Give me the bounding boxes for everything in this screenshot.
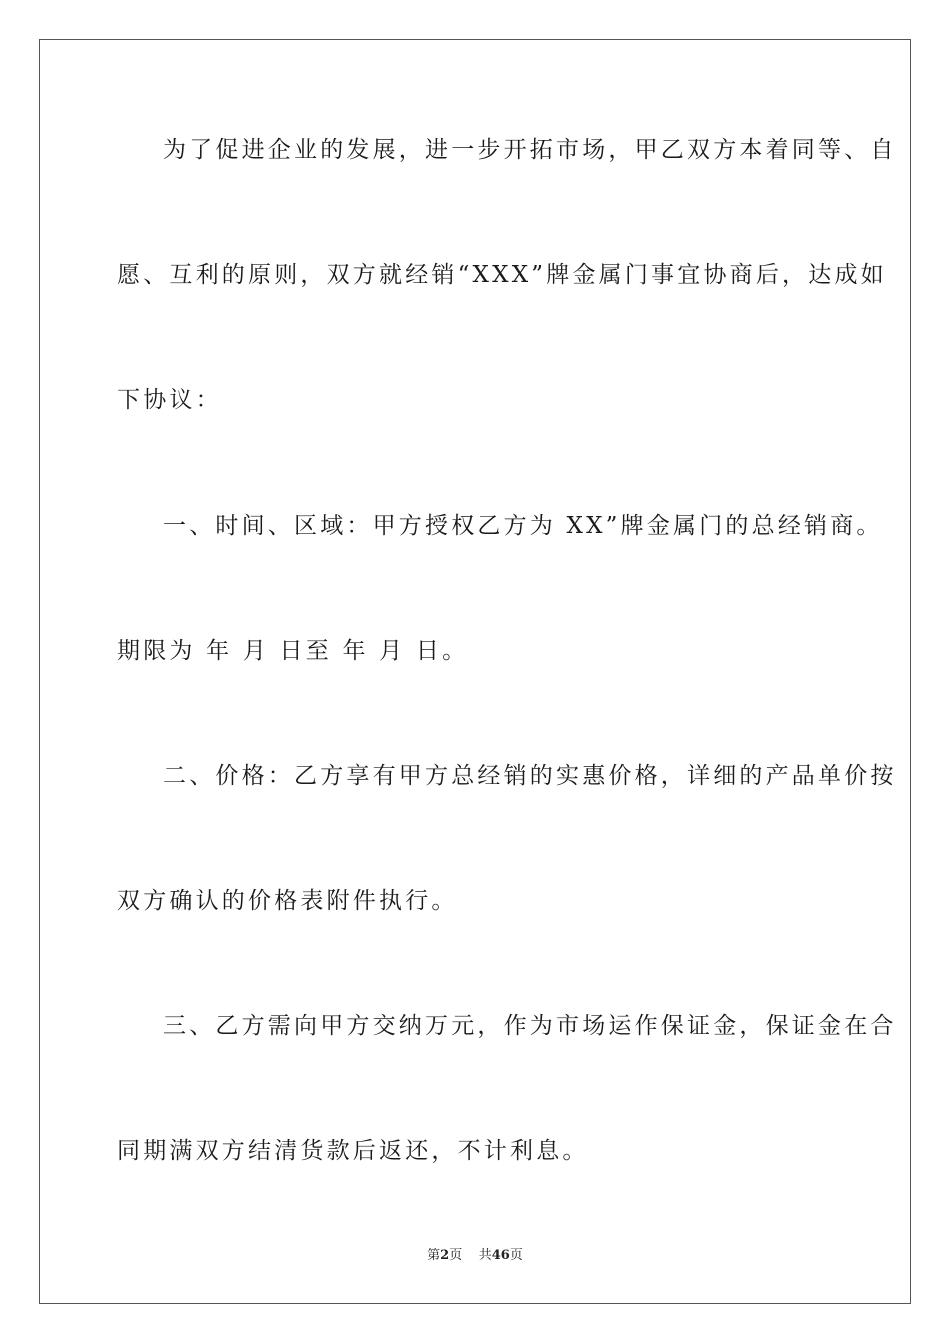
paragraph-1-line-3: 下协议： <box>117 387 222 413</box>
paragraph-1-line-2: 愿、互利的原则，双方就经销“XXX”牌金属门事宜协商后，达成如 <box>117 262 887 288</box>
page-number: 2 <box>440 1248 450 1263</box>
paragraph-3-line-2: 双方确认的价格表附件执行。 <box>117 888 458 914</box>
total-suffix: 页 <box>509 1248 523 1263</box>
page-border <box>39 39 911 1304</box>
paragraph-4-line-2: 同期满双方结清货款后返还，不计利息。 <box>117 1138 589 1164</box>
total-prefix: 共 <box>478 1248 492 1263</box>
paragraph-3-line-1: 二、价格：乙方享有甲方总经销的实惠价格，详细的产品单价按 <box>163 763 897 789</box>
paragraph-4-line-1: 三、乙方需向甲方交纳万元，作为市场运作保证金，保证金在合 <box>163 1013 897 1039</box>
page-footer <box>0 1247 950 1265</box>
paragraph-2-line-1: 一、时间、区域：甲方授权乙方为 XX”牌金属门的总经销商。 <box>163 513 883 539</box>
total-pages: 46 <box>491 1248 510 1263</box>
paragraph-2-line-2: 期限为 年 月 日至 年 月 日。 <box>117 638 469 664</box>
page-prefix: 第 <box>427 1248 441 1263</box>
paragraph-1-line-1: 为了促进企业的发展，进一步开拓市场，甲乙双方本着同等、自 <box>163 137 897 163</box>
page-suffix: 页 <box>449 1248 463 1263</box>
